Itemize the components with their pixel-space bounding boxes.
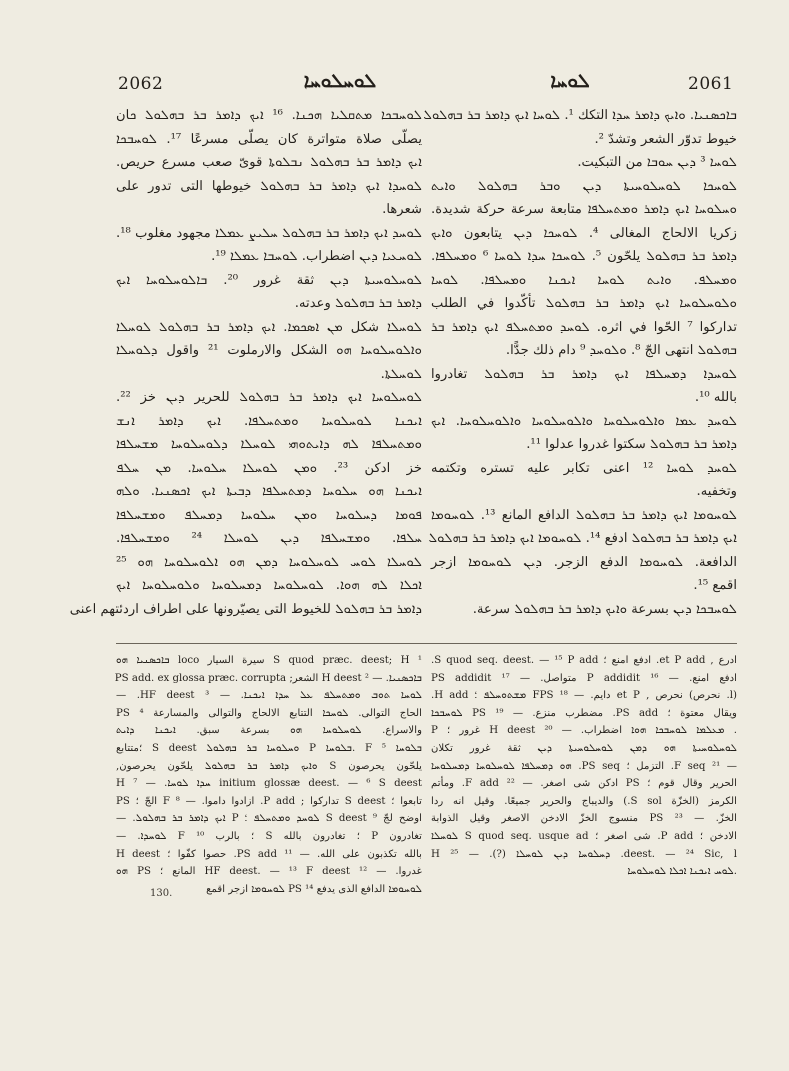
footnote-line: ܠܘܚܘܡܐ الدافع الذى يدفع ¹⁴ PS ܠܘܚܘܡܐ ازجر اقمع <box>206 883 422 895</box>
text-line: ܦܘܡܐ ܕܚܠܘܚܐ ܘܡܢ ܚܠܘܚܐ ܕܡܚܠܦ ܘܡܫܚܠܦܐ <box>116 507 422 523</box>
text-line: الدافعة. ܠܘܚܘܡܐ الدفع الزجر. ܕܝܢ ܠܘܚܘܡܐ ازجر <box>431 554 737 570</box>
text-line: ܠܘܚܘܡܐ ܐܝܟ ܕܐܡܪ ܒܪ ܒܗܠܘܠ الدافع المانع ¹³. ܠܘܚܘܡܐ <box>431 507 737 523</box>
text-line: ܠܘܚܒܟܐ ܡܬܩܠܝܐ ܗܟܢܐ. ¹⁶ ܐܝܟ ܕܐܡܪ ܒܪ ܒܗܠܘܠ ܟان <box>116 108 422 123</box>
text-line: بالله ¹⁰. <box>694 390 737 405</box>
text-line: ܘܐܠܘܚܠܘܚܐ ܗܘ الشكل والارملوت ²¹ واقول ܕܠܘܚܠܐ <box>116 343 422 358</box>
footnote-line: initium glossæ deest. — ⁶ S deest ܚܕܐ ܠܘܚܐ. — ⁷ H <box>116 778 422 790</box>
footnote-line: الكرمز (الخزّة S sol.) والديباج والحرير جميعًا. وقيل انه ردا <box>431 795 737 807</box>
footnote-line: ܠܘܚܠܘܚܝܬܐ ܗܘ ܕܡܢ ܠܘܚܠܘܚܝܬܐ ܕܝܢ ثقة غرور تكلان <box>431 742 737 754</box>
footnote-line: يلحّون يحرصون S ܘܐܝܟ ܕܐܡܪ ܒܪ ܒܗܠܘܠ يلحّون يحرصون, <box>116 760 422 772</box>
footnote-line: ܒܠܘܚܐ ⁵ F .ܒܠܘܚܐ P ܘܚܠܘܚܐ ܒܪ ܒܗܠܘܠ S deest ؛متتابع <box>116 742 422 754</box>
footnote-line: الادخن ؛ P add. شى اصغر ؛ S quod seq. usque ad ܠܘܚܠܐ <box>431 830 737 842</box>
right-footnotes <box>431 652 737 881</box>
right-column <box>423 104 738 621</box>
footnote-line: — ²¹ F seq. التزمل ؛ PS seq. ܗܘ ܕܡܚܠܦܐ ܠܘܚܠܘܚܐ ܕܡܚܠܘܚܐ <box>431 760 737 772</box>
footnote-line: بالله تكذبون على الله. — ¹¹ PS add. حصوا كفّوا ؛ H deest <box>116 848 422 860</box>
footnote-line: ادفع امنع. — ¹⁶ P addidit متواصل. — ¹⁷ PS addidit <box>431 672 737 684</box>
text-line: ܠܘܚܥܝܐ ܕܝܢ اضطراب. ܠܘܚܒܐ ܥܡܠܐ ¹⁹. <box>211 249 422 264</box>
text-line: ܕܐܡܪ ܒܪ ܒܗܠܘܠ للخيوط التى يصيّرونها على اطراف اردئتهم اعنى <box>69 601 422 617</box>
text-line: ܚܠܦܐ. ܘܡܫܚܠܦܐ ܕܝܢ ܠܘܚܠܐ ²⁴ ܘܡܫܚܠܦܐ. <box>116 531 422 546</box>
text-line: ܐܟܠܐ ܠܗ ܗܘܐ. ܠܘܚܠܘܚܐ ܕܡܚܠܘܚܐ ܘܠܘܚܠܘܚܐ ܐܝܟ <box>116 578 422 593</box>
right-running-title: ܠܘܚܐ <box>550 70 590 92</box>
footnote-rule <box>116 643 737 644</box>
footnote-line: deest. — ²⁴ Sic, l. ܕܚܠܘܚܐ ܕܝܢ ܠܘܚܠܐ (?). — ²⁵ H <box>431 848 737 860</box>
text-line: ܠܘܚܕܐ ܐܝܟ ܕܐܡܪ ܒܪ ܒܗܠܘܠ خيوطها التى تدور على <box>116 178 422 194</box>
footnote-line: الحاج التوالى. ܠܘܚܟܐ التتابع الالحاج والتوالى والمسارعة ⁴ PS <box>116 707 422 719</box>
footnote-line: ويقال معتوة ؛ PS add. مضطرب منزع. — ¹⁹ PS ܠܘܚܒܟܐ <box>431 707 737 719</box>
text-line: ܠܘܚܕ ܠܘܚܐ ¹² اعنى تكابر عليه تستره وتكتمه <box>431 460 737 476</box>
text-line: خز ادكن ²³. ܘܡܢ ܠܘܚܠܐ ܚܠܘܚܐ. ܡܢ ܚܠܦ <box>116 460 422 476</box>
text-line: ܘܡܚܠܦ. ܘܐܝܬ ܠܘܚܐ ܐܝܟܢܐ ܘܡܚܠܦܐ. ܠܘܚܐ <box>431 272 737 288</box>
text-line: وتخفيه. <box>696 484 737 499</box>
left-running-title: ܠܘܚܠܘܚܐ <box>303 70 377 92</box>
text-line: ܠܘܚܕܐ ܕܡܚܠܦܐ ܐܝܟ ܕܐܡܪ ܒܪ ܒܗܠܘܠ تغادروا <box>431 366 737 382</box>
left-footnotes <box>116 652 422 898</box>
text-line: ܠܘܚܕ ܐܝܟ ܕܐܡܪ ܒܪ ܒܗܠܘܠ ܚܠܝܨ ܥܡܠܐ مجهود مغلوب ¹⁸. <box>116 225 422 241</box>
text-line: ܐܝܟܢܐ ܠܘܚܠܘܚܐ ܘܡܬܚܠܦܐ. ܐܝܟ ܕܐܡܪ ܐܢܫ <box>116 413 422 429</box>
text-line: ܠܘܚܠܘܚܝܬܐ ܕܝܢ ثقة غرور ²⁰. ܒܐܠܘܚܠܘܚܐ ܐܝܟ <box>116 272 422 288</box>
right-page-number: 2061 <box>688 74 734 94</box>
text-line: ܕܐܡܪ ܒܪ ܒܗܠܘܠ وعدته. <box>294 296 422 311</box>
text-line: ܠܘܚܠܬܐ. <box>380 366 422 382</box>
text-line: ܕܐܡܪ ܒܪ ܒܗܠܘܠ سكتوا غدروا عدلوا ¹¹. <box>526 437 737 452</box>
text-line: زكريا الالحاج المغالى ⁴. ܠܘܚܟܐ ܕܝܢ يتابعون ܘܐܝܟ <box>431 225 737 241</box>
text-line: ܠܘܚܠܐ شكل ܡܢ ܐܣܟܡܐ. ܐܝܟ ܕܐܡܪ ܒܪ ܒܗܠܘܠ ܠܘܚܠܐ <box>116 319 422 335</box>
text-line: خيوط تدوّر الشعر وتشدّ ². <box>594 131 737 147</box>
text-line: تداركوا ⁷ الحّوا في اثره. ܠܘܚܕ ܘܡܬܚܠܦ ܐܝܟ ܕܐܡܪ ܒܪ <box>431 319 737 335</box>
footnote-line: الخزّ. — ²³ PS منسوج الخزّ الادخن الاصغر وقيل الذوابة <box>431 813 737 825</box>
text-line: ܒܐܟܣܢܝܐ. ܘܐܝܟ ܕܐܡܪ ܚܕܐ التكك ¹. ܠܘܚܐ ܐܝܟ ܕܐܡܪ ܒܪ ܒܗܠܘܠ <box>423 108 737 123</box>
footnote-line: غدروا. — ¹² HF deest. — ¹³ F deest المانع ؛ PS ܗܘ <box>116 866 423 878</box>
text-line: ܘܠܘܚܠܘܚܐ ܐܝܟ ܕܐܡܪ ܒܪ ܒܗܠܘܠ تأكّدوا في الطلب <box>431 296 737 311</box>
text-line: ܠܘܚܟܐ ܠܘܚܠܘܚܝܬܐ ܕܝܢ ܘܒܪ ܒܗܠܘܠ ܘܐܝܬ <box>431 178 737 194</box>
text-line: ܕܐܡܪ ܒܪ ܒܗܠܘܠ يلحّون ⁵. ܠܘܚܟܐ ܚܕܐ ܠܘܚܐ ⁶ ܘܡܚܠܦܐ. <box>431 249 738 264</box>
text-line: ܐܝܟ ܕܐܡܪ ܒܪ ܒܗܠܘܠ ادفع ¹⁴. ܠܘܚܘܡܐ ܐܝܟ ܕܐܡܪ ܒܪ ܒܗܠܘܠ <box>428 531 737 546</box>
text-line: ܘܡܬܚܠܦܐ ܠܗ ܕܐܝܬܘܗܝ ܠܘܚܠܐ ܕܠܘܚܠܘܚܐ ܡܫܚܠܦܐ <box>116 437 422 452</box>
text-line: ܘܚܠܘܚܐ ܐܝܟ ܕܐܡܪ ܘܡܬܚܠܦܐ متابعة سرعة حركة شديدة. <box>431 202 737 217</box>
running-head <box>0 70 789 100</box>
text-line: شعرها. <box>382 202 422 217</box>
text-line: اقمع ¹⁵. <box>693 578 737 593</box>
footnote-line: اوضح لجّ ⁹ S deest ܠܘܚܕ ܘܡܬܚܠܦ ؛ P ܐܝܟ ܕܐܡܪ ܒܪ ܒܗܠܘܠ. — <box>116 813 422 825</box>
footnote-line: ܒܐܟܣܢܝܐ. — ² H deest الشعر; PS add. ex glossa præc. corrupta <box>114 672 422 684</box>
left-page-number: 2062 <box>118 74 164 94</box>
text-line: يصلّى صلاة متواترة كان يصلّى مسرعًا ¹⁷. ܠܘܚܒܟܐ <box>116 131 422 147</box>
footnote-line: الحرير وقال قوم ؛ PS ادكن شى اصغر. — ²² F add. ومأتم <box>431 778 737 790</box>
text-line: ܐܝܟܢܐ ܗܘ ܚܠܘܚܐ ܕܡܬܚܠܦܐ ܕܒܝܬܐ ܐܝܟ ܐܟܣܢܝܐ. ܘܠܗ <box>116 484 422 499</box>
footnote-line: تابعوا ؛ S deest تداركوا ; P add. ازادوا داموا. — ⁸ F الجّ ؛ PS <box>116 795 422 807</box>
footnote-line: تغادرون P ؛ تغادرون بالله S ؛ بالرب ¹⁰ F ܠܘܚܕܐ. — <box>116 830 422 842</box>
text-line: ܠܘܚܕ ܥܡܐ ܘܐܠܘܚܠܘܚܐ ܘܐܠܘܚܠܘܚܐ ܘܐܠܘܚܠܘܚܐ. ܐܝܟ <box>431 413 737 429</box>
footnote-line: (l. نحرص) نحرص , et P دايم. — ¹⁸ FPS ܡܫܬܘܚܠܦ ؛ H add. <box>431 690 737 702</box>
signature-mark: 130. <box>150 888 173 899</box>
text-line: ܠܘܚܒܟܐ ܕܝܢ بسرعة ܘܐܝܟ ܕܐܡܪ ܒܪ ܒܗܠܘܠ سرعة. <box>472 601 737 617</box>
footnote-line: والاسراع. ܠܘܚܠܘܚܐ ܗܘ بسرعة سبق. ܐܝܟܢܐ ܕܐܝܬ <box>116 725 422 737</box>
text-line: ܒܗܠܘܠ انتهى الجّ ⁸. ܘܠܘܚܕ ⁹ دام ذلك جدًّا. <box>505 343 737 358</box>
footnote-line: ¹ S quod præc. deest; H سيرة السيار loco ܒܐܟܣܢܝܐ ܗܘ <box>116 655 422 666</box>
text-line: ܐܝܟ ܕܐܡܪ ܒܪ ܒܗܠܘܠ ܢܒܠܘܬܐ قوىّ صعب مسرع حريص. <box>116 155 422 170</box>
footnote-line: ادرع , et P add. ادفع امنع ؛ S quod seq. deest. — ¹⁵ P add. <box>431 655 737 666</box>
text-line: ܠܘܚܠܘܚܐ ܐܝܟ ܕܐܡܪ ܒܪ ܒܗܠܘܠ للحرير ܕܝܢ خز ²². <box>116 390 422 405</box>
text-line: ܠܘܚܐ ³ ܕܝܢ ܚܘܒܐ من التبكيت. <box>577 155 737 170</box>
footnote-line: ܠܘܚܐ ܬܘܒ ܘܡܬܚܠܦ ܥܠ ܚܕܐ ܐܝܟܢܐ. — ³ HF deest. — <box>116 690 423 702</box>
text-line: ܠܘܚܠܐ ܠܘܚ ܠܘܚܠܘܚܐ ܕܡܢ ܗܘ ܐܠܘܚܠܘܚܐ ܗܘ ²⁵ <box>116 554 422 570</box>
left-column <box>69 104 422 621</box>
footnote-line: . ܡܥܠܡܐ ܠܘܚܒܟܐ ܗܘܐ اضطراب. — ²⁰ H deest غرور ؛ P <box>431 725 737 737</box>
footnote-line: .ܠܘܚ ܐܝܟܢܐ ܐܟܠܐ ܠܘܚܠܘܚܐ <box>627 866 737 878</box>
